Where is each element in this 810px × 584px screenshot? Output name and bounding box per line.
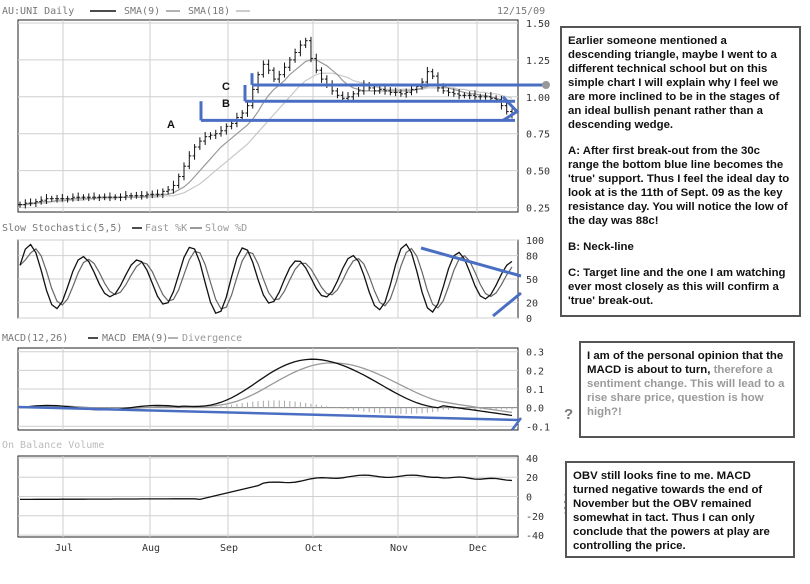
x-tick-label: Oct <box>305 543 324 554</box>
macd-note-box <box>579 341 795 438</box>
stoch-tick-label: 100 <box>526 236 545 247</box>
macd-divergence-label: Divergence <box>182 333 243 344</box>
header-symbol: AU:UNI Daily <box>2 6 75 17</box>
x-tick-label: Jul <box>55 543 74 554</box>
price-tick-label: 1.00 <box>526 92 551 104</box>
obv-tick-label: 40 <box>526 453 539 465</box>
x-tick-label: Dec <box>469 543 488 554</box>
price-frame <box>18 20 518 212</box>
stoch-tick-label: 20 <box>526 298 539 310</box>
price-tick-label: 0.25 <box>526 203 551 215</box>
stoch-slowd-label: Slow %D <box>205 223 248 234</box>
obv-tick-label: 0 <box>526 492 533 504</box>
annotation-c: C <box>222 81 230 93</box>
header-date: 12/15/09 <box>497 6 546 17</box>
price-tick-label: 1.25 <box>526 55 551 67</box>
question-mark: ? <box>564 406 574 423</box>
obv-note-box <box>565 461 795 558</box>
price-panel <box>18 19 550 215</box>
price-tick-label: 1.50 <box>526 18 551 30</box>
obv-tick-label: -20 <box>526 511 545 523</box>
x-axis <box>55 543 487 554</box>
x-tick-label: Nov <box>390 543 409 554</box>
stoch-fastk-label: Fast %K <box>145 223 188 234</box>
obv-note-text: OBV still looks fine to me. MACD turned negative towards the end of November but the OBV remained somewhat in tact. Thus I can only conclude that the powers at play are controlling the price. <box>573 470 770 552</box>
stoch-tick-label: 0 <box>526 314 533 325</box>
target-marker <box>542 81 550 89</box>
obv-panel <box>18 454 544 542</box>
price-tick-label: 0.50 <box>526 166 551 178</box>
x-tick-label: Aug <box>142 543 161 554</box>
stoch-tick-label: 50 <box>526 275 539 286</box>
stochastic-panel <box>18 236 544 325</box>
stoch-tick-label: 80 <box>526 251 539 263</box>
macd-note-bold: I am of the personal opinion that the MACD is about to turn, <box>587 350 784 376</box>
macd-tick-label: 0.1 <box>526 385 545 396</box>
obv-tick-label: 20 <box>526 473 539 485</box>
note-intro: Earlier someone mentioned a descending triangle, maybe I went to a different technical school but on this simple chart I will explain why I feel we are more inclined to be in the stages of an ideal bullish penant rather than a descending wedge. <box>568 35 780 131</box>
note-a: A: After first break-out from the 30c range the bottom blue line becomes the 'true' support. Thus I feel the ideal day to look at is the 11th of Sept. 09 as the key resistance day. You will notice the low of the day was 88c! <box>568 145 790 227</box>
macd-note-faint: therefore a sentiment change. This will lead to a rise share price, question is how high?! <box>587 364 785 418</box>
note-c: C: Target line and the one I am watching ever most closely as this will confirm a 'true' break-out. <box>568 267 786 307</box>
macd-tick-label: 0.0 <box>526 403 545 415</box>
stoch-title: Slow Stochastic(5,5) <box>2 223 123 234</box>
macd-title: MACD(12,26) <box>2 333 69 344</box>
annotation-b: B <box>222 98 230 110</box>
header-sma18: SMA(18) <box>188 6 231 17</box>
macd-panel <box>18 348 550 434</box>
macd-tick-label: -0.1 <box>526 422 551 434</box>
macd-ema-label: MACD EMA(9) <box>102 333 169 344</box>
obv-title: On Balance Volume <box>2 440 105 451</box>
annotation-a: A <box>167 119 175 131</box>
obv-tick-label: -40 <box>526 531 545 543</box>
macd-tick-label: 0.3 <box>526 347 545 359</box>
macd-tick-label: 0.2 <box>526 366 545 378</box>
note-b: B: Neck-line <box>568 241 634 253</box>
main-note-box <box>560 26 801 317</box>
header-sma9: SMA(9) <box>124 6 161 17</box>
price-tick-label: 0.75 <box>526 129 551 141</box>
x-tick-label: Sep <box>220 543 239 554</box>
